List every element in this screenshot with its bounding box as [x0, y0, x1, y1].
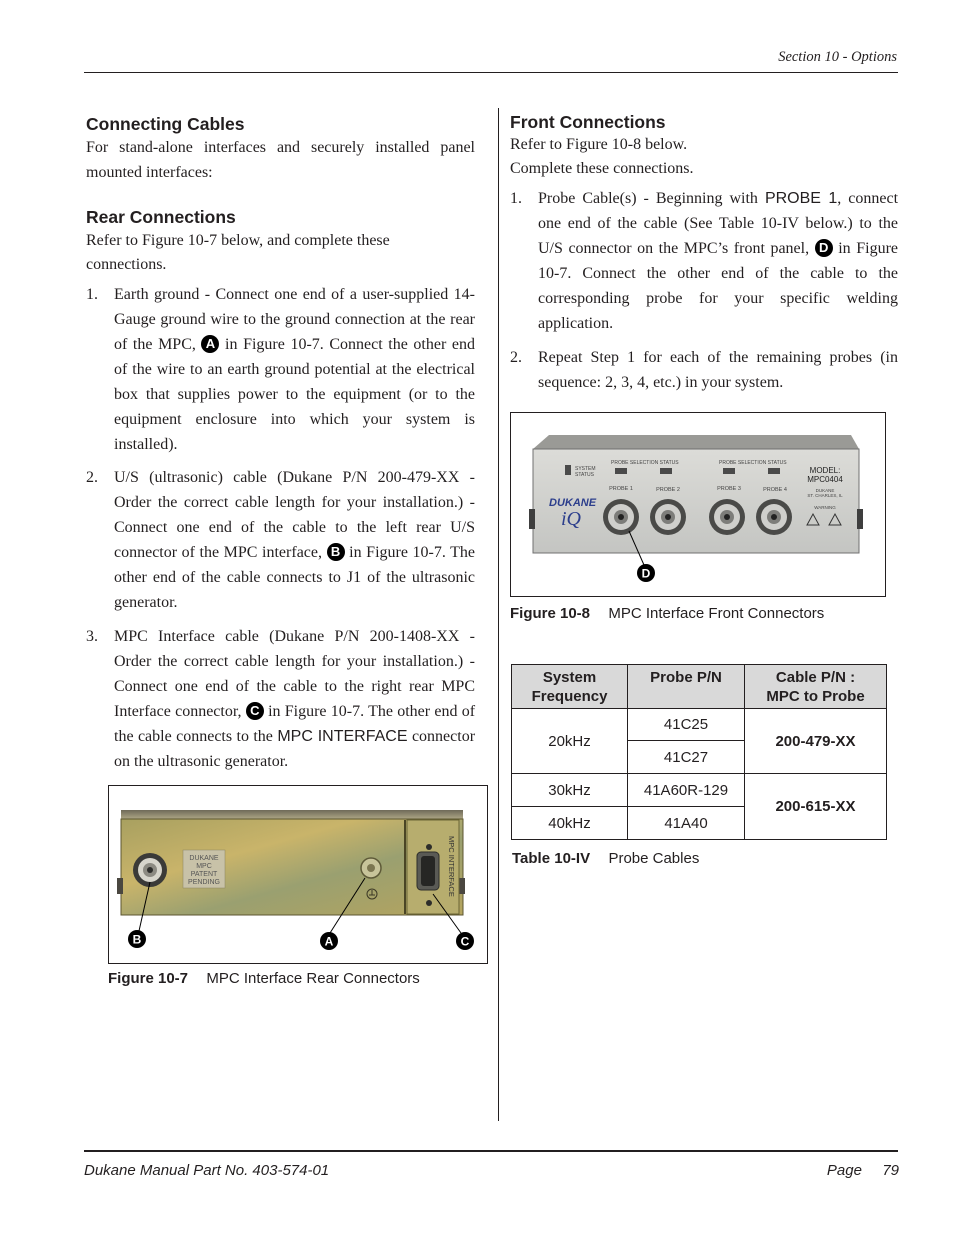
table-row	[512, 774, 887, 807]
rear-line-1: Refer to Figure 10-7 below, and complete these	[86, 232, 390, 249]
rear-line-2: connections.	[86, 256, 167, 273]
callout-b-icon: B	[327, 543, 345, 561]
maker-label: ST. CHARLES, IL	[807, 493, 843, 498]
footer-rule	[84, 1150, 898, 1152]
footer-page	[827, 1162, 899, 1179]
rear-label-text	[188, 855, 220, 886]
table-cell: 41C25	[628, 709, 745, 741]
list-text-part: , connect one end of the cable (See Table 10-IV below.) to the U/S connector on the MPC’s front panel,	[538, 190, 899, 257]
probe-label: PROBE 4	[763, 487, 787, 493]
rear-connections-text	[86, 229, 475, 277]
footer-part-number: Dukane Manual Part No. 403-574-01	[84, 1162, 330, 1179]
callout-b-icon: B	[132, 932, 142, 947]
figure-title: MPC Interface Rear Connectors	[206, 970, 420, 987]
table-cell: 200-615-XX	[745, 774, 887, 840]
list-item	[510, 186, 898, 336]
probe-label: PROBE 1	[609, 486, 633, 492]
list-item	[86, 624, 475, 774]
connecting-line-2: mounted interfaces:	[86, 164, 213, 181]
connecting-line-1: For stand-alone interfaces and securely installed panel	[86, 139, 475, 156]
probe-1-label: PROBE 1	[764, 190, 838, 207]
front-connections-heading: Front Connections	[510, 112, 666, 132]
table-header-row	[512, 665, 887, 709]
column-divider	[498, 108, 499, 1121]
rear-label-line: PATENT	[190, 871, 218, 878]
table-header-cell: System Frequency	[512, 665, 628, 709]
list-item	[86, 282, 475, 452]
list-text-part: in Figure 10-7. The other end of the cable connects to the	[114, 703, 476, 745]
callout-c-icon: C	[246, 702, 264, 720]
rear-label-line: DUKANE	[189, 855, 219, 862]
table-cell: 20kHz	[512, 709, 628, 774]
connecting-cables-text	[86, 135, 475, 185]
list-number: 3.	[86, 628, 98, 645]
list-text	[114, 624, 475, 774]
list-text-part: in Figure 10-7. The other end of the cable connects to J1 of the ultrasonic generator.	[114, 544, 476, 611]
warning-label: WARNING	[814, 505, 836, 510]
probe-label: PROBE 2	[656, 487, 680, 493]
rear-steps-list	[86, 282, 475, 782]
list-number: 2.	[510, 349, 522, 366]
list-text	[538, 345, 898, 395]
table-cell: 40kHz	[512, 807, 628, 840]
list-number: 1.	[86, 286, 98, 303]
list-text	[114, 465, 475, 615]
table-cell: 41A60R-129	[628, 774, 745, 807]
list-number: 2.	[86, 469, 98, 486]
probe-selection-status-label: PROBE SELECTION STATUS	[611, 460, 679, 466]
list-text-part: in Figure 10-7. Connect the other end of the wire to an earth ground potential at the electrical box that supplies power to the equipment (or to the equipment enclosure into which your system is installed).	[114, 336, 475, 453]
figure-label: Figure 10-7	[108, 970, 189, 987]
list-text	[114, 282, 475, 457]
front-line-2: Complete these connections.	[510, 160, 694, 177]
list-item	[510, 345, 898, 395]
iq-logo: iQ	[561, 508, 581, 530]
list-item	[86, 465, 475, 615]
connecting-cables-heading: Connecting Cables	[86, 114, 245, 134]
table-label: Table 10-IV	[512, 850, 591, 867]
list-text	[538, 186, 898, 336]
page-label: Page	[826, 1162, 862, 1179]
mpc-front-photo	[511, 413, 885, 596]
mpc-rear-photo	[109, 786, 487, 963]
model-label: MODEL:	[809, 466, 841, 475]
figure-10-7-frame	[108, 785, 488, 964]
callout-d-icon: D	[641, 566, 651, 581]
callout-d-icon: D	[815, 239, 833, 257]
table-cell: 200-479-XX	[745, 709, 887, 774]
figure-10-7-caption	[108, 970, 420, 987]
brand-label: DUKANE	[549, 497, 597, 509]
running-header: Section 10 - Options	[778, 49, 897, 65]
table-cell: 30kHz	[512, 774, 628, 807]
list-text-part: U/S (ultrasonic) cable (Dukane P/N 200-479-XX - Order the correct cable length for your installation.) - Connect one end of the cable to the left rear U/S connector of the MPC interface,	[114, 469, 475, 561]
probe-label: PROBE 3	[717, 486, 741, 492]
front-connections-text	[510, 133, 899, 181]
page-number: 79	[882, 1162, 899, 1179]
callout-c-icon: C	[460, 934, 470, 949]
rear-label-line: MPC	[196, 863, 212, 870]
table-cell: 41C27	[628, 741, 745, 774]
system-status-label: SYSTEM	[575, 466, 596, 472]
list-text-part: Earth ground - Connect one end of a user-supplied 14-Gauge ground wire to the ground connection at the rear of the MPC,	[114, 286, 475, 353]
callout-a-icon: A	[201, 335, 219, 353]
system-status-label: STATUS	[575, 472, 594, 478]
figure-title: MPC Interface Front Connectors	[608, 605, 825, 622]
probe-selection-status-label: PROBE SELECTION STATUS	[719, 460, 787, 466]
table-10-iv-caption	[512, 850, 699, 867]
header-rule	[84, 72, 898, 73]
list-text-part: Probe Cable(s) - Beginning with	[538, 190, 758, 207]
rear-side-label: MPC INTERFACE	[447, 836, 456, 897]
table-title: Probe Cables	[608, 850, 700, 867]
list-text-part: in Figure 10-7. Connect the other end of the cable to the corresponding probe for your specific welding application.	[538, 240, 899, 332]
mpc-interface-label: MPC INTERFACE	[277, 728, 408, 745]
figure-label: Figure 10-8	[510, 605, 591, 622]
table-header-cell: Cable P/N : MPC to Probe	[745, 665, 887, 709]
list-number: 1.	[510, 190, 522, 207]
probe-cables-table	[511, 664, 887, 840]
model-label: MPC0404	[807, 475, 843, 484]
list-text-part: MPC Interface cable (Dukane P/N 200-1408-XX - Order the correct cable length for your installation.) - Connect one end of the cable to the right rear MPC Interface connector,	[114, 628, 475, 720]
figure-10-8-caption	[510, 605, 824, 622]
table-cell: 41A40	[628, 807, 745, 840]
maker-label: DUKANE	[815, 488, 835, 493]
table-row	[512, 709, 887, 741]
table-header-cell: Probe P/N	[628, 665, 745, 709]
rear-label-line: PENDING	[188, 879, 220, 886]
list-text-part: Repeat Step 1 for each of the remaining probes (in sequence: 2, 3, 4, etc.) in your system.	[538, 349, 898, 391]
front-steps-list	[510, 186, 898, 396]
list-text-part: connector on the ultrasonic generator.	[114, 728, 476, 770]
callout-a-icon: A	[324, 934, 334, 949]
rear-connections-heading: Rear Connections	[86, 207, 236, 227]
figure-10-8-frame	[510, 412, 886, 597]
front-line-1: Refer to Figure 10-8 below.	[510, 136, 688, 153]
